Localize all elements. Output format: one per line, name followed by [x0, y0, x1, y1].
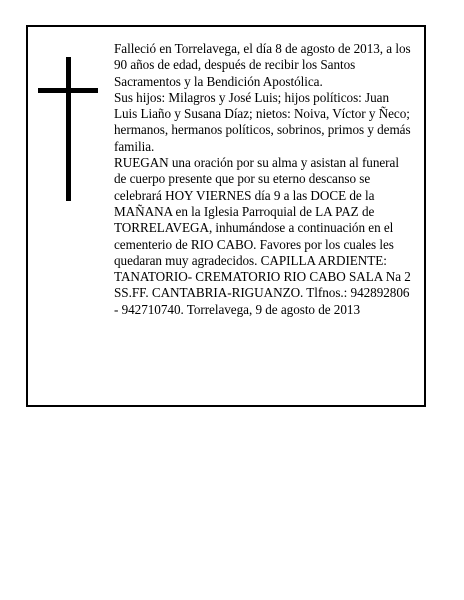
funeral-home-contact: SS.FF. CANTABRIA-RIGUANZO. Tlfnos.: 942892806 - 942710740. Torrelavega, 9 de agosto de 2013 — [114, 285, 410, 317]
notice-body — [114, 41, 412, 318]
obituary-notice — [26, 25, 426, 407]
cross-vertical-bar — [66, 57, 71, 201]
family-list: Sus hijos: Milagros y José Luis; hijos políticos: Juan Luis Liaño y Susana Díaz; nietos: Noiva, Víctor y Ñeco; hermanos, hermanos políticos, sobrinos, primos y demás familia. — [114, 89, 411, 154]
cross-icon — [38, 57, 98, 201]
cross-horizontal-bar — [38, 88, 98, 93]
funeral-details: RUEGAN una oración por su alma y asistan al funeral de cuerpo presente que por su eterno descanso se celebrará HOY VIERNES día 9 a las DOCE de la MAÑANA en la Iglesia Parroquial de LA PAZ de TORRELAVEGA, inhumándose a continuación en el cementerio de RIO CABO. Favores por los cuales les quedaran muy agradecidos. CAPILLA ARDIENTE: TANATORIO- CREMATORIO RIO CABO SALA Na 2 — [114, 155, 411, 285]
death-announcement: Falleció en Torrelavega, el día 8 de agosto de 2013, a los 90 años de edad, después de recibir los Santos Sacramentos y la Bendición Apostólica. — [114, 41, 411, 89]
